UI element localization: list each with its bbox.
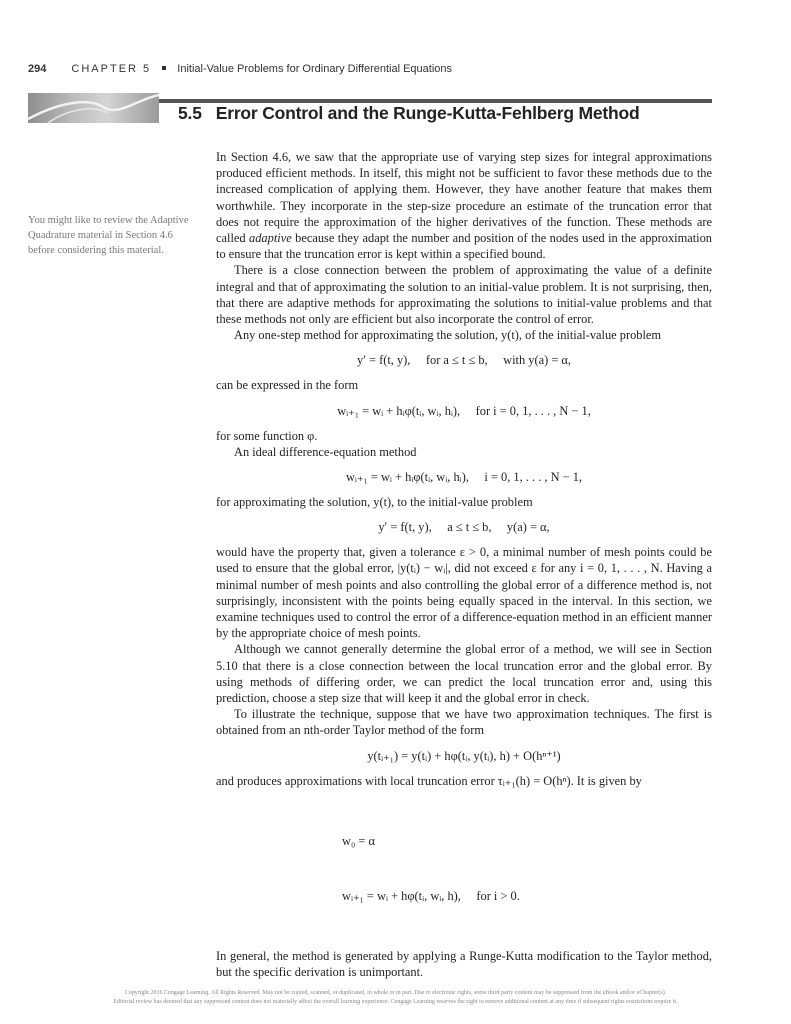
equation-line: wᵢ₊₁ = wᵢ + hφ(tᵢ, wᵢ, h), for i > 0. [342,888,520,903]
margin-note: You might like to review the Adaptive Quadrature material in Section 4.6 before considering this material. [28,215,189,256]
paragraph: can be expressed in the form [216,378,359,393]
paragraph: for some function φ. [216,428,318,443]
section-title: Error Control and the Runge-Kutta-Fehlberg Method [215,103,640,123]
equation: y′ = f(t, y), a ≤ t ≤ b, y(a) = α, [378,520,550,535]
paragraph: and produces approximations with local truncation error τᵢ₊₁(h) = O(hⁿ). It is given by [216,773,642,788]
paragraph: Any one-step method for approximating the solution, y(t), of the initial-value problem [234,328,662,343]
equation-line: w₀ = α [342,834,375,849]
equation: wᵢ₊₁ = wᵢ + hᵢφ(tᵢ, wᵢ, hᵢ), for i = 0, 1, . . . , N − 1, [337,403,591,418]
copyright-footer [30,989,761,1007]
paragraph: In general, the method is generated by applying a Runge-Kutta modification to the Taylor method, but the specific derivation is unimportant. [216,949,712,980]
section-number: 5.5 [178,103,202,123]
bullet-icon [162,66,166,70]
equation: wᵢ₊₁ = wᵢ + hᵢφ(tᵢ, wᵢ, hᵢ), i = 0, 1, . . . , N − 1, [345,470,583,485]
paragraph: for approximating the solution, y(t), to the initial-value problem [216,495,533,510]
body-text [216,149,712,981]
section-heading [178,103,640,124]
page-number: 294 [28,63,47,75]
chapter-title: Initial-Value Problems for Ordinary Differential Equations [177,63,453,75]
paragraph: To illustrate the technique, suppose that we have two approximation techniques. The first is obtained from an nth-order Taylor method of the form [216,707,712,738]
copyright-line: Editorial review has deemed that any suppressed content does not materially affect the overall learning experience. Cengage Learning reserves the right to remove additional content at any time if subsequent rights restrictions require it. [113,999,678,1005]
running-header [28,63,452,75]
section-banner-image [28,93,159,123]
paragraph: There is a close connection between the problem of approximating the value of a definite integral and that of approximating the solution to an initial-value problem. It is not surprising, then, that there are adaptive methods for approximating the solutions to initial-value problems and that these methods not only are efficient but also incorporate the control of error. [216,263,712,327]
paragraph: An ideal difference-equation method [234,444,417,459]
copyright-line: Copyright 2016 Cengage Learning. All Rights Reserved. May not be copied, scanned, or duplicated, in whole or in part. Due to electronic rights, some third party content may be suppressed from the eBook and/or eChapter(s). [124,990,667,996]
emphasis: adaptive [249,231,292,246]
chapter-label: CHAPTER 5 [71,63,152,75]
equation: y(tᵢ₊₁) = y(tᵢ) + hφ(tᵢ, y(tᵢ), h) + O(hⁿ⁺¹) [367,748,561,763]
paragraph: would have the property that, given a tolerance ε > 0, a minimal number of mesh points could be used to ensure that the global error, |y(tᵢ) − wᵢ|, did not exceed ε for any i = 0, 1, . . . , N. Having a minimal number of mesh points and also controlling the global error of a difference method is, not surprisingly, inconsistent with the points being equally spaced in the interval. In this section, we examine techniques used to control the error of a difference-equation method in an efficient manner by the appropriate choice of mesh points. [216,545,712,641]
equation: y′ = f(t, y), for a ≤ t ≤ b, with y(a) = α, [357,353,571,368]
decorative-wave-icon [28,93,159,123]
paragraph: Although we cannot generally determine the global error of a method, we will see in Section 5.10 that there is a close connection between the local truncation error and the global error. By using methods of differing order, we can predict the local truncation error and, using this prediction, choose a step size that will keep it and the global error in check. [216,642,712,706]
paragraph: In Section 4.6, we saw that the appropriate use of varying step sizes for integral approximations produced efficient methods. In itself, this might not be sufficient to favor these methods due to the increased complication of applying them. However, they have another feature that makes them worthwhile. They incorporate in the step-size procedure an estimate of the truncation error that does not require the approximation of the higher derivatives of the function. These methods are called adaptive because they adapt the number and position of the nodes used in the approximation to ensure that the truncation error is kept within a specified bound. [216,150,712,262]
equation-system [216,798,712,939]
